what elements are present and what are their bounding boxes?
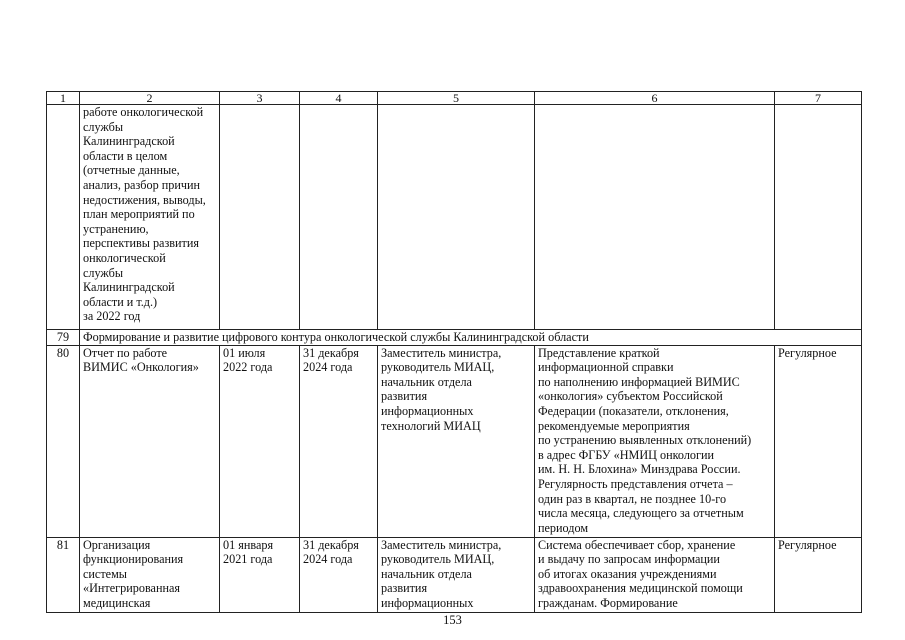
text-line: системы — [83, 566, 127, 581]
text-line: Калининградской — [83, 280, 175, 295]
text-line: в адрес ФГБУ «НМИЦ онкологии — [538, 447, 715, 462]
document-table — [46, 91, 862, 613]
text-line: за 2022 год — [83, 309, 141, 324]
table-row — [47, 345, 862, 537]
header-row — [47, 92, 862, 105]
text-line: 2024 года — [303, 360, 353, 375]
text-line: устранению, — [83, 221, 149, 236]
text-line: Заместитель министра, — [381, 345, 502, 360]
cell-end — [300, 105, 378, 330]
text-line: (отчетные данные, — [83, 163, 180, 178]
cell-num — [47, 105, 80, 330]
text-line: гражданам. Формирование — [538, 595, 678, 610]
text-line: начальник отдела — [381, 566, 472, 581]
text-line: онкологической — [83, 250, 166, 265]
text-line: области и т.д.) — [83, 294, 158, 309]
col-header-6: 6 — [535, 92, 775, 105]
text-line: об итогах оказания учреждениями — [538, 566, 717, 581]
text-line: службы — [83, 265, 124, 280]
text-line: анализ, разбор причин — [83, 177, 201, 192]
row-name — [80, 345, 220, 537]
row-result — [535, 537, 775, 612]
text-line: Отчет по работе — [83, 345, 168, 360]
text-line: «онкология» субъектом Российской — [538, 389, 723, 404]
text-line: «Интегрированная — [83, 581, 181, 596]
row-responsible — [378, 537, 535, 612]
row-frequency: Регулярное — [775, 537, 862, 612]
text-line: информационных — [381, 595, 474, 610]
text-line: области в целом — [83, 148, 168, 163]
text-line: информационных — [381, 403, 474, 418]
text-line: руководитель МИАЦ, — [381, 360, 495, 375]
col-header-4: 4 — [300, 92, 378, 105]
cell-description — [80, 105, 220, 330]
text-line: 2021 года — [223, 552, 273, 567]
row-name — [80, 537, 220, 612]
row-number: 80 — [47, 345, 80, 537]
text-line: 2024 года — [303, 552, 353, 567]
text-line: медицинская — [83, 595, 151, 610]
col-header-5: 5 — [378, 92, 535, 105]
section-title: Формирование и развитие цифрового контура онкологической службы Калининградской области — [80, 330, 862, 346]
text-line: недостижения, выводы, — [83, 192, 206, 207]
row-responsible — [378, 345, 535, 537]
text-line: 01 января — [223, 537, 274, 552]
table-row — [47, 537, 862, 612]
text-line: руководитель МИАЦ, — [381, 552, 495, 567]
text-line: развития — [381, 581, 428, 596]
text-line: технологий МИАЦ — [381, 418, 481, 433]
text-line: Регулярность представления отчета – — [538, 476, 733, 491]
cell-responsible — [378, 105, 535, 330]
text-line: периодом — [538, 520, 589, 535]
text-line: Представление краткой — [538, 345, 660, 360]
row-result — [535, 345, 775, 537]
text-line: Система обеспечивает сбор, хранение — [538, 537, 736, 552]
text-line: службы — [83, 119, 124, 134]
text-line: 31 декабря — [303, 345, 359, 360]
text-line: функционирования — [83, 552, 184, 567]
text-line: план мероприятий по — [83, 207, 195, 222]
row-start-date — [220, 537, 300, 612]
text-line: работе онкологической — [83, 105, 204, 119]
text-line: начальник отдела — [381, 374, 472, 389]
text-line: по наполнению информацией ВИМИС — [538, 374, 740, 389]
col-header-7: 7 — [775, 92, 862, 105]
row-end-date — [300, 537, 378, 612]
col-header-3: 3 — [220, 92, 300, 105]
cell-frequency — [775, 105, 862, 330]
text-line: 2022 года — [223, 360, 273, 375]
row-number: 81 — [47, 537, 80, 612]
text-line: числа месяца, следующего за отчетным — [538, 506, 744, 521]
cell-start — [220, 105, 300, 330]
text-line: Федерации (показатели, отклонения, — [538, 403, 729, 418]
continued-row — [47, 105, 862, 330]
text-line: один раз в квартал, не позднее 10-го — [538, 491, 727, 506]
col-header-1: 1 — [47, 92, 80, 105]
section-row — [47, 330, 862, 346]
row-frequency: Регулярное — [775, 345, 862, 537]
text-line: здравоохранения медицинской помощи — [538, 581, 743, 596]
text-line: развития — [381, 389, 428, 404]
text-line: и выдачу по запросам информации — [538, 552, 720, 567]
text-line: 01 июля — [223, 345, 266, 360]
text-line: ВИМИС «Онкология» — [83, 360, 199, 375]
cell-result — [535, 105, 775, 330]
text-line: Организация — [83, 537, 151, 552]
page-number: 153 — [443, 613, 462, 627]
text-line: информационной справки — [538, 360, 674, 375]
text-line: перспективы развития — [83, 236, 200, 251]
row-end-date — [300, 345, 378, 537]
text-line: рекомендуемые мероприятия — [538, 418, 690, 433]
row-start-date — [220, 345, 300, 537]
text-line: по устранению выявленных отклонений) — [538, 433, 752, 448]
col-header-2: 2 — [80, 92, 220, 105]
text-line: им. Н. Н. Блохина» Минздрава России. — [538, 462, 741, 477]
text-line: Заместитель министра, — [381, 537, 502, 552]
text-line: 31 декабря — [303, 537, 359, 552]
section-number: 79 — [47, 330, 80, 346]
text-line: Калининградской — [83, 134, 175, 149]
